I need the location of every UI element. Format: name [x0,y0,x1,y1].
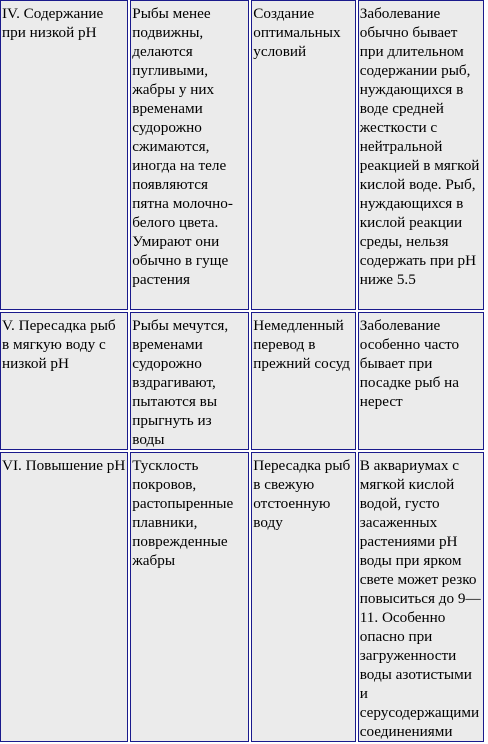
symptoms-cell: Тусклость покровов, растопыренные плавники, поврежденные жабры [130,452,249,742]
table-row [0,452,484,742]
notes-cell: Заболевание обычно бывает при длительном содержании рыб, нуждающихся в воде средней жесткости с нейтральной реакцией в мягкой кислой воде. Рыб, нуждающихся в кислой реакции среды, нельзя содержать при pH ниже 5.5 [358,0,484,310]
treatment-cell: Создание оптимальных условий [251,0,355,310]
condition-cell: IV. Содержание при низкой pH [0,0,128,310]
table-row [0,0,484,310]
treatment-cell: Пересадка рыб в свежую отстоенную воду [251,452,355,742]
treatment-cell: Немедленный перевод в прежний сосуд [251,312,355,450]
condition-cell: V. Пересадка рыб в мягкую воду с низкой pH [0,312,128,450]
symptoms-cell: Рыбы менее подвижны, делаются пугливыми, жабры у них временами судорожно сжимаются, иногда на теле появляются пятна молочно-белого цвета. Умирают они обычно в гуще растения [130,0,249,310]
table-row [0,312,484,450]
symptoms-cell: Рыбы мечутся, временами судорожно вздрагивают, пытаются вы прыгнуть из воды [130,312,249,450]
condition-cell: VI. Повышение pH [0,452,128,742]
notes-cell: Заболевание особенно часто бывает при посадке рыб на нерест [358,312,484,450]
notes-cell: В аквариумах с мягкой кислой водой, густо засаженных растениями pH воды при ярком свете может резко повыситься до 9—11. Особенно опасно при загруженности воды азотистыми и серусодержащими соединениями [358,452,484,742]
